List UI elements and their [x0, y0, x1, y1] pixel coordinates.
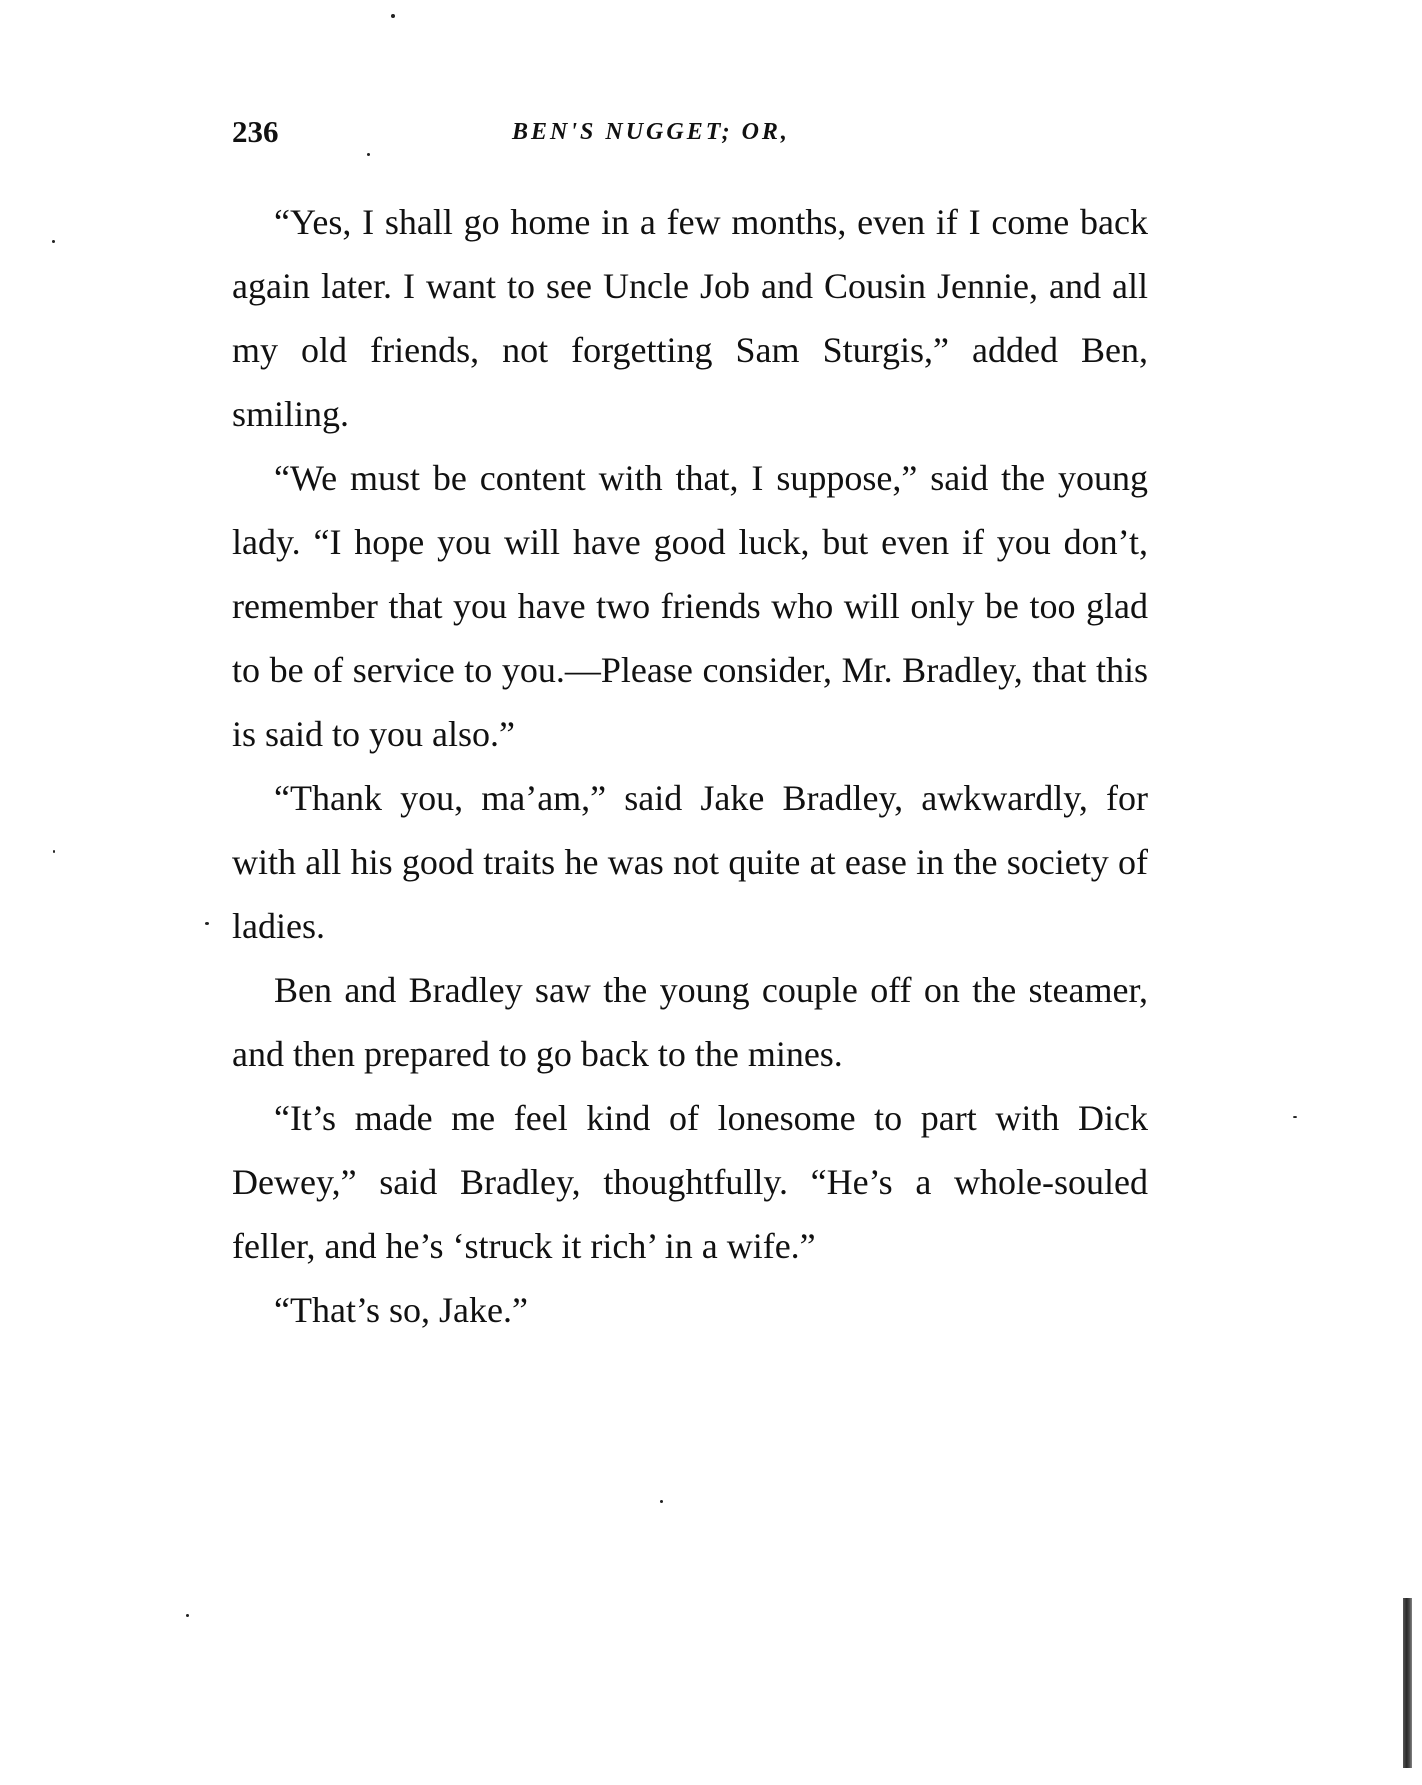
- paragraph: “It’s made me feel kind of lonesome to part with Dick Dewey,” said Bradley, thoughtfully. “He’s a whole-souled feller, and he’s ‘struck it rich’ in a wife.”: [232, 1098, 1148, 1266]
- scan-speck: [52, 240, 55, 243]
- running-title: BEN'S NUGGET; OR,: [512, 119, 790, 145]
- scan-speck: [367, 153, 370, 156]
- scan-speck: [205, 922, 209, 925]
- paragraph: “Thank you, ma’am,” said Jake Bradley, awkwardly, for with all his good traits he was not quite at ease in the society of ladies.: [232, 778, 1148, 946]
- scan-speck: [660, 1500, 663, 1503]
- paragraph: “That’s so, Jake.”: [274, 1290, 528, 1330]
- scan-edge-shadow: [1403, 1598, 1412, 1768]
- scan-speck: [391, 14, 395, 18]
- scan-speck: [186, 1614, 189, 1617]
- scan-speck: [1293, 1116, 1297, 1118]
- paragraph: “We must be content with that, I suppose,” said the young lady. “I hope you will have good luck, but even if you don’t, remember that you have two friends who will only be too glad to be of service to you.—Please consider, Mr. Bradley, that this is said to you also.”: [232, 458, 1148, 754]
- scan-speck: [53, 850, 55, 853]
- paragraph: Ben and Bradley saw the young couple off on the steamer, and then prepared to go back to the mines.: [232, 970, 1148, 1074]
- body-text: [232, 190, 1148, 1342]
- paragraph: “Yes, I shall go home in a few months, even if I come back again later. I want to see Uncle Job and Cousin Jennie, and all my old friends, not forgetting Sam Sturgis,” added Ben, smiling.: [232, 202, 1148, 434]
- page-number: 236: [232, 114, 279, 149]
